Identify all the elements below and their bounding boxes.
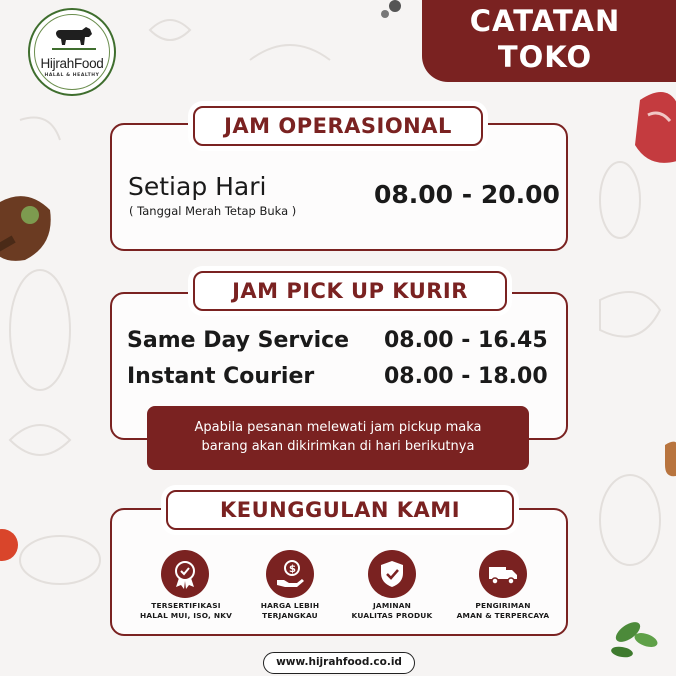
- operasional-hours: 08.00 - 20.00: [374, 180, 560, 209]
- banner-line-2: TOKO: [497, 40, 593, 74]
- pickup-notice-line-1: Apabila pesanan melewati jam pickup maka: [194, 420, 482, 435]
- certificate-icon: [161, 550, 209, 598]
- adv-label-3: JAMINAN KUALITAS PRODUK: [351, 601, 433, 620]
- pickup-hours-same-day: 08.00 - 16.45: [384, 328, 548, 353]
- operasional-day-note: ( Tanggal Merah Tetap Buka ): [129, 204, 297, 218]
- grilled-meat-icon: [0, 196, 51, 261]
- banner-line-1: CATATAN: [469, 4, 621, 38]
- adv-label-4: PENGIRIMAN AMAN & TERPERCAYA: [456, 601, 550, 620]
- operasional-day-label: Setiap Hari: [128, 172, 267, 201]
- raw-steak-icon: [635, 92, 676, 163]
- pickup-notice: [147, 406, 529, 470]
- price-hand-icon: [266, 550, 314, 598]
- adv-label-1: TERSERTIFIKASI HALAL MUI, ISO, NKV: [139, 601, 233, 620]
- basil-leaves-icon: [610, 618, 659, 659]
- cow-icon: [52, 24, 96, 54]
- meat-chunk-icon: [665, 442, 676, 477]
- website-link[interactable]: www.hijrahfood.co.id: [263, 652, 415, 674]
- tomato-icon: [0, 529, 18, 561]
- operasional-title: JAM OPERASIONAL: [193, 106, 483, 146]
- peppercorn-icon: [381, 0, 401, 18]
- svg-text:$: $: [289, 564, 296, 575]
- keunggulan-title: KEUNGGULAN KAMI: [166, 490, 514, 530]
- hijrahfood-logo: [28, 8, 116, 96]
- quality-shield-icon: [368, 550, 416, 598]
- pickup-title: JAM PICK UP KURIR: [193, 271, 507, 311]
- pickup-notice-line-2: barang akan dikirimkan di hari berikutnya: [201, 439, 475, 454]
- adv-label-2: HARGA LEBIH TERJANGKAU: [260, 601, 320, 620]
- logo-tagline: HALAL & HEALTHY: [44, 73, 100, 78]
- pickup-service-same-day: Same Day Service: [127, 328, 350, 353]
- pickup-hours-instant: 08.00 - 18.00: [384, 364, 548, 389]
- delivery-truck-icon: [479, 550, 527, 598]
- pickup-service-instant: Instant Courier: [127, 364, 315, 389]
- logo-brand-text: HijrahFood: [40, 56, 104, 71]
